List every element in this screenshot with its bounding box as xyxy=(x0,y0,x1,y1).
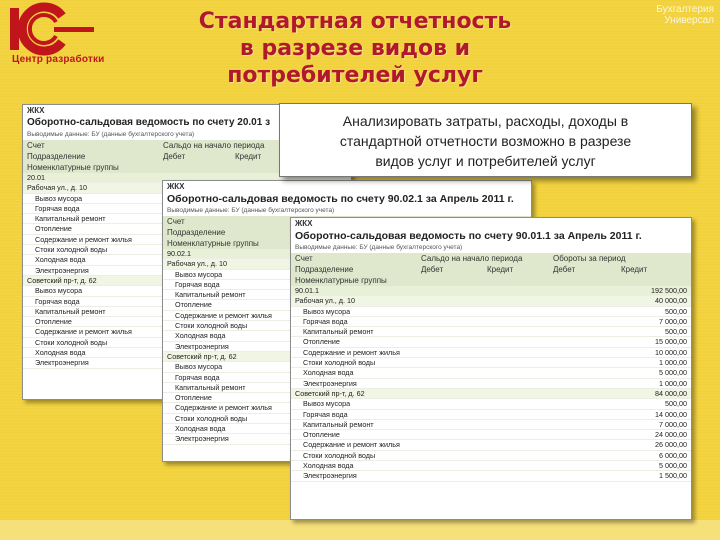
row-label: Капитальный ремонт xyxy=(35,306,106,316)
row-label: Горячая вода xyxy=(35,296,80,306)
row-label: Советский пр-т, д. 62 xyxy=(27,275,97,285)
header-cell: Обороты за период xyxy=(553,254,626,263)
report-title: Оборотно-сальдовая ведомость по счету 90.02.1 за Апрель 2011 г. xyxy=(167,193,514,205)
row-label: Холодная вода xyxy=(175,424,226,434)
row-amount: 192 500,00 xyxy=(651,286,687,295)
row-label: Рабочая ул., д. 10 xyxy=(167,259,227,269)
header-cell: Дебет xyxy=(421,265,444,274)
row-label: Капитальный ремонт xyxy=(303,327,374,337)
row-amount: 500,00 xyxy=(665,327,687,337)
report-subtitle: Выводимые данные: БУ (данные бухгалтерского учета) xyxy=(295,244,463,251)
row-label: Стоки холодной воды xyxy=(175,413,248,423)
table-row[interactable] xyxy=(291,348,691,358)
row-label: Холодная вода xyxy=(303,461,354,471)
table-row[interactable] xyxy=(291,440,691,450)
row-label: Вывоз мусора xyxy=(175,269,223,279)
row-amount: 1 000,00 xyxy=(659,378,687,388)
header-cell: Номенклатурные группы xyxy=(167,239,259,248)
title-line: потребителей услуг xyxy=(227,63,483,88)
table-row[interactable] xyxy=(291,451,691,461)
row-amount: 26 000,00 xyxy=(655,440,687,450)
table-row[interactable] xyxy=(291,327,691,337)
header-cell: Дебет xyxy=(553,265,576,274)
table-row[interactable] xyxy=(291,358,691,368)
bottom-strip xyxy=(0,520,720,540)
header-cell: Подразделение xyxy=(167,228,226,237)
row-label: Советский пр-т, д. 62 xyxy=(295,388,365,398)
row-amount: 14 000,00 xyxy=(655,409,687,419)
row-amount: 10 000,00 xyxy=(655,347,687,357)
table-header xyxy=(291,253,691,264)
table-row[interactable] xyxy=(291,399,691,409)
header-cell: Дебет xyxy=(163,152,186,161)
row-label: Отопление xyxy=(175,393,212,403)
table-row[interactable] xyxy=(291,307,691,317)
report-title: Оборотно-сальдовая ведомость по счету 20.01 з xyxy=(27,117,271,128)
table-row[interactable] xyxy=(291,296,691,306)
header-cell: Сальдо на начало периода xyxy=(421,254,523,263)
row-amount: 84 000,00 xyxy=(655,388,687,398)
org-name: ЖКХ xyxy=(167,182,185,191)
row-amount: 1 500,00 xyxy=(659,471,687,481)
header-cell: Кредит xyxy=(235,152,262,161)
org-name: ЖКХ xyxy=(27,106,45,115)
row-label: Электроэнергия xyxy=(175,341,229,351)
callout-line: Анализировать затраты, расходы, доходы в xyxy=(342,113,629,129)
header-cell: Сальдо на начало периода xyxy=(163,141,265,150)
row-label: Горячая вода xyxy=(175,279,220,289)
table-header xyxy=(291,275,691,286)
row-label: Содержание и ремонт жилья xyxy=(35,234,132,244)
report-subtitle: Выводимые данные: БУ (данные бухгалтерского учета) xyxy=(27,131,195,138)
brand-label xyxy=(656,4,714,26)
row-label: Электроэнергия xyxy=(175,434,229,444)
row-label: Вывоз мусора xyxy=(35,286,83,296)
table-header xyxy=(291,264,691,275)
title-line: в разрезе видов и xyxy=(239,36,471,61)
report-window-90-01-1 xyxy=(290,217,692,520)
header-cell: Счет xyxy=(167,217,185,226)
row-label: Стоки холодной воды xyxy=(35,245,108,255)
row-label: Горячая вода xyxy=(175,372,220,382)
header-cell: Счет xyxy=(295,254,313,263)
brand-line: Бухгалтерия xyxy=(656,4,714,15)
row-label: Капитальный ремонт xyxy=(175,382,246,392)
row-amount: 24 000,00 xyxy=(655,430,687,440)
row-label: Отопление xyxy=(35,224,72,234)
row-label: Горячая вода xyxy=(303,409,348,419)
row-label: Электроэнергия xyxy=(35,358,89,368)
row-label: Вывоз мусора xyxy=(303,399,351,409)
row-label: Капитальный ремонт xyxy=(35,214,106,224)
table-row[interactable] xyxy=(291,389,691,399)
row-label: Отопление xyxy=(35,317,72,327)
title-line: Стандартная отчетность xyxy=(198,9,512,34)
row-label: Горячая вода xyxy=(303,316,348,326)
table-row[interactable] xyxy=(291,430,691,440)
row-label: Содержание и ремонт жилья xyxy=(175,310,272,320)
callout-line: стандартной отчетности возможно в разрезе xyxy=(339,133,632,149)
row-label: Содержание и ремонт жилья xyxy=(303,347,400,357)
table-row[interactable] xyxy=(291,317,691,327)
row-label: Отопление xyxy=(303,337,340,347)
row-amount: 7 000,00 xyxy=(659,316,687,326)
table-row[interactable] xyxy=(291,286,691,296)
row-label: Стоки холодной воды xyxy=(303,450,376,460)
row-label: Холодная вода xyxy=(35,255,86,265)
row-label: Рабочая ул., д. 10 xyxy=(27,183,87,193)
row-label: Электроэнергия xyxy=(35,265,89,275)
header-cell: Номенклатурные группы xyxy=(295,276,387,285)
row-label: Вывоз мусора xyxy=(303,306,351,316)
row-label: Содержание и ремонт жилья xyxy=(175,403,272,413)
table-row[interactable] xyxy=(291,368,691,378)
row-label: 20.01 xyxy=(27,173,45,182)
header-cell: Счет xyxy=(27,141,45,150)
row-label: Рабочая ул., д. 10 xyxy=(295,296,355,306)
row-label: Горячая вода xyxy=(35,203,80,213)
header-cell: Подразделение xyxy=(27,152,86,161)
row-label: Советский пр-т, д. 62 xyxy=(167,351,237,361)
row-label: Электроэнергия xyxy=(303,378,357,388)
callout-box xyxy=(279,103,692,177)
row-amount: 500,00 xyxy=(665,306,687,316)
row-amount: 1 000,00 xyxy=(659,358,687,368)
row-label: Отопление xyxy=(175,300,212,310)
row-amount: 7 000,00 xyxy=(659,419,687,429)
row-label: Капитальный ремонт xyxy=(175,290,246,300)
row-amount: 500,00 xyxy=(665,399,687,409)
table-row[interactable] xyxy=(291,471,691,481)
slide-title xyxy=(150,8,560,89)
table-row[interactable] xyxy=(291,337,691,347)
row-label: Содержание и ремонт жилья xyxy=(303,440,400,450)
row-amount: 5 000,00 xyxy=(659,461,687,471)
header-cell: Подразделение xyxy=(295,265,354,274)
report-title: Оборотно-сальдовая ведомость по счету 90.01.1 за Апрель 2011 г. xyxy=(295,230,642,242)
header-cell: Кредит xyxy=(487,265,514,274)
table-body xyxy=(291,286,691,482)
brand-line: Универсал xyxy=(664,15,714,26)
row-amount: 15 000,00 xyxy=(655,337,687,347)
org-name: ЖКХ xyxy=(295,219,313,228)
row-label: Содержание и ремонт жилья xyxy=(35,327,132,337)
table-row[interactable] xyxy=(291,461,691,471)
row-label: Стоки холодной воды xyxy=(303,358,376,368)
logo-caption: Центр разработки xyxy=(12,54,105,65)
report-subtitle: Выводимые данные: БУ (данные бухгалтерского учета) xyxy=(167,207,335,214)
row-label: Отопление xyxy=(303,430,340,440)
row-label: Электроэнергия xyxy=(303,471,357,481)
table-row[interactable] xyxy=(291,379,691,389)
header-cell: Кредит xyxy=(621,265,648,274)
row-label: 90.02.1 xyxy=(167,249,191,258)
row-label: Вывоз мусора xyxy=(175,362,223,372)
row-label: Капитальный ремонт xyxy=(303,419,374,429)
row-label: Холодная вода xyxy=(303,368,354,378)
row-label: 90.01.1 xyxy=(295,286,319,295)
row-label: Вывоз мусора xyxy=(35,193,83,203)
row-label: Стоки холодной воды xyxy=(175,321,248,331)
row-amount: 40 000,00 xyxy=(655,296,687,306)
logo-1c-icon xyxy=(4,2,136,58)
callout-line: видов услуг и потребителей услуг xyxy=(375,153,596,169)
row-label: Стоки холодной воды xyxy=(35,337,108,347)
header-cell: Номенклатурные группы xyxy=(27,163,119,172)
row-amount: 6 000,00 xyxy=(659,450,687,460)
table-row[interactable] xyxy=(291,420,691,430)
logo-1c xyxy=(4,2,136,70)
row-amount: 5 000,00 xyxy=(659,368,687,378)
row-label: Холодная вода xyxy=(35,348,86,358)
table-row[interactable] xyxy=(291,410,691,420)
row-label: Холодная вода xyxy=(175,331,226,341)
